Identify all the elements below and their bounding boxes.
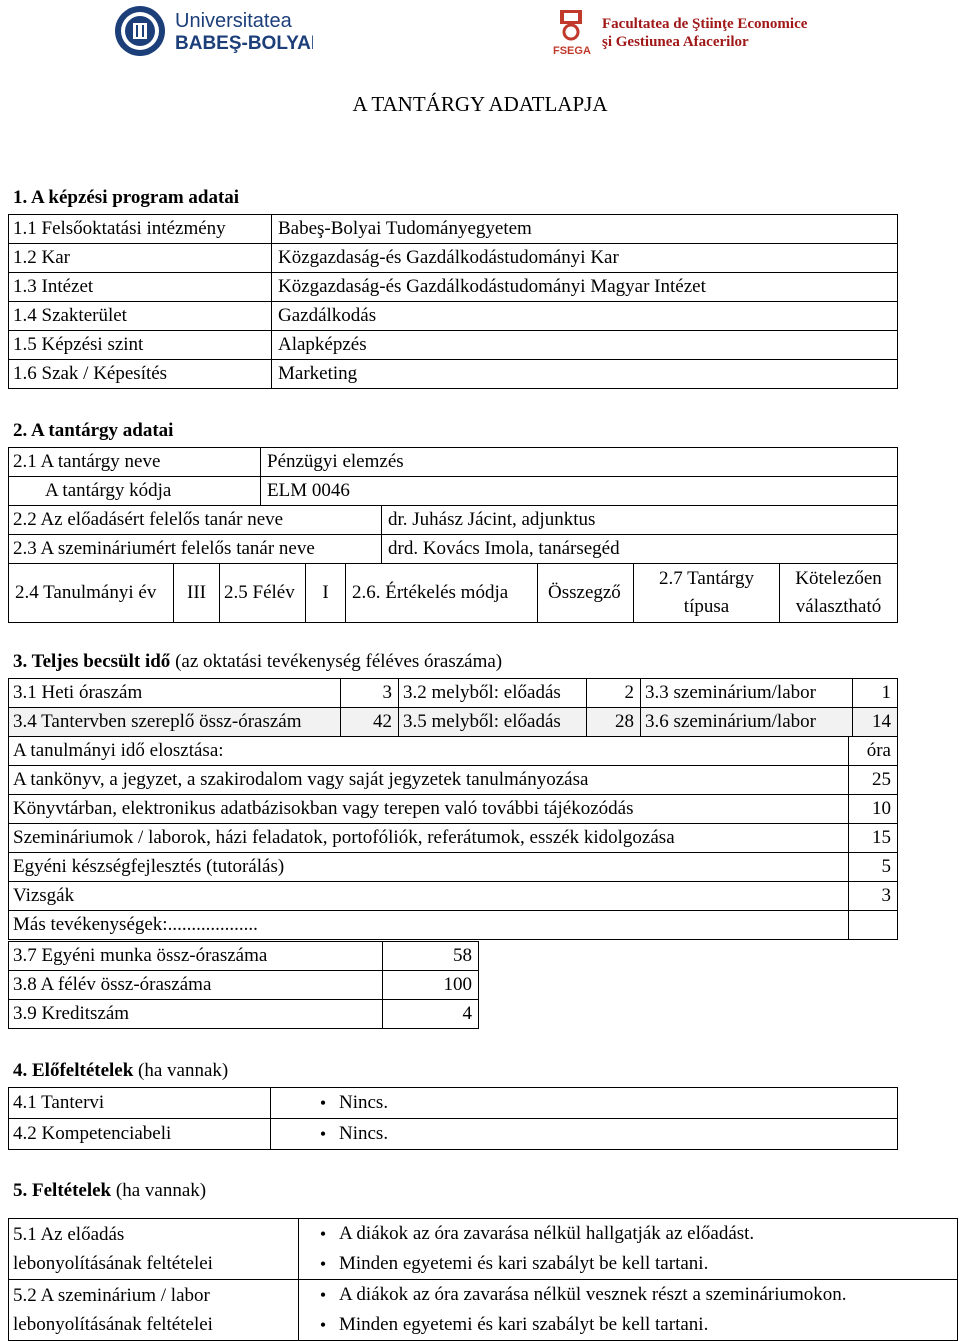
list-item: • Nincs. xyxy=(307,1123,897,1145)
list-item: • A diákok az óra zavarása nélkül vesznek részt a szemináriumokon. xyxy=(307,1280,957,1310)
fsega-abbr: FSEGA xyxy=(553,45,591,57)
fsega-name-line2: şi Gestiunea Afacerilor xyxy=(602,34,749,50)
page-title: A TANTÁRGY ADATLAPJA xyxy=(352,92,608,116)
totals-table xyxy=(8,941,479,1029)
table-row: 1.2 Kar Közgazdaság-és Gazdálkodástudományi Kar xyxy=(9,244,898,273)
table-row: 5.2 A szeminárium / labor lebonyolításának feltételei • A diákok az óra zavarása nélkül vesznek részt a szemináriumokon. • Minden egyetemi és kari szabályt be kell tartani. xyxy=(9,1280,958,1341)
fsega-emblem-icon xyxy=(552,8,812,58)
conditions-table xyxy=(8,1218,958,1341)
table-row: Más tevékenységek:................... xyxy=(9,911,898,940)
time-distribution-table xyxy=(8,736,898,940)
ubb-logo xyxy=(113,3,313,59)
table-row: 4.1 Tantervi • Nincs. xyxy=(9,1088,898,1119)
table-row: 3.4 Tantervben szereplő össz-óraszám 42 3.5 melyből: előadás 28 3.6 szeminárium/labor 14 xyxy=(9,708,898,737)
list-item: • Minden egyetemi és kari szabályt be kell tartani. xyxy=(307,1249,957,1279)
table-row: 1.6 Szak / Képesítés Marketing xyxy=(9,360,898,389)
table-row: 2.4 Tanulmányi év III 2.5 Félév I 2.6. Értékelés módja Összegző 2.7 Tantárgy típusa Kötelezően választható xyxy=(9,564,898,623)
course-data-table xyxy=(8,447,898,564)
list-item: • A diákok az óra zavarása nélkül hallgatják az előadást. xyxy=(307,1219,957,1249)
program-data-table xyxy=(8,214,898,389)
section3-heading: 3. Teljes becsült idő (az oktatási tevékenység féléves óraszáma) xyxy=(13,651,503,672)
ubb-name-line1: Universitatea xyxy=(175,10,292,32)
table-row: 4.2 Kompetenciabeli • Nincs. xyxy=(9,1119,898,1150)
table-row: 3.9 Kreditszám 4 xyxy=(9,1000,479,1029)
table-row: A tankönyv, a jegyzet, a szakirodalom vagy saját jegyzetek tanulmányozása 25 xyxy=(9,766,898,795)
table-row: 3.1 Heti óraszám 3 3.2 melyből: előadás 2 3.3 szeminárium/labor 1 xyxy=(9,679,898,708)
table-row: Könyvtárban, elektronikus adatbázisokban vagy terepen való további tájékozódás 10 xyxy=(9,795,898,824)
fsega-name-line1: Facultatea de Ştiinţe Economice xyxy=(602,16,808,32)
prerequisites-table xyxy=(8,1087,898,1150)
table-row: A tantárgy kódja ELM 0046 xyxy=(9,477,898,506)
list-item: • Minden egyetemi és kari szabályt be kell tartani. xyxy=(307,1310,957,1340)
course-meta-table xyxy=(8,563,898,623)
workload-table xyxy=(8,678,898,737)
table-row: 2.1 A tantárgy neve Pénzügyi elemzés xyxy=(9,448,898,477)
section4-heading: 4. Előfeltételek (ha vannak) xyxy=(13,1060,229,1081)
table-row: 3.7 Egyéni munka össz-óraszáma 58 xyxy=(9,942,479,971)
table-row: 1.3 Intézet Közgazdaság-és Gazdálkodástudományi Magyar Intézet xyxy=(9,273,898,302)
table-row: 1.5 Képzési szint Alapképzés xyxy=(9,331,898,360)
table-row: 1.1 Felsőoktatási intézmény Babeş-Bolyai Tudományegyetem xyxy=(9,215,898,244)
table-row: Egyéni készségfejlesztés (tutorálás) 5 xyxy=(9,853,898,882)
table-row: 2.2 Az előadásért felelős tanár neve dr. Juhász Jácint, adjunktus xyxy=(9,506,898,535)
list-item: • Nincs. xyxy=(307,1092,897,1114)
table-row: Szemináriumok / laborok, házi feladatok, portofóliók, referátumok, esszék kidolgozása 15 xyxy=(9,824,898,853)
section5-heading: 5. Feltételek (ha vannak) xyxy=(13,1180,207,1201)
table-row: 1.4 Szakterület Gazdálkodás xyxy=(9,302,898,331)
table-row: 5.1 Az előadás lebonyolításának feltételei • A diákok az óra zavarása nélkül hallgatják az előadást. • Minden egyetemi és kari szabályt be kell tartani. xyxy=(9,1219,958,1280)
section1-heading: 1. A képzési program adatai xyxy=(13,187,240,208)
section2-heading: 2. A tantárgy adatai xyxy=(13,420,174,441)
table-row: A tanulmányi idő elosztása: óra xyxy=(9,737,898,766)
table-row: Vizsgák 3 xyxy=(9,882,898,911)
ubb-seal-icon xyxy=(113,3,313,59)
table-row: 3.8 A félév össz-óraszáma 100 xyxy=(9,971,479,1000)
fsega-logo xyxy=(552,8,812,58)
ubb-name-line2: BABEŞ-BOLYAI xyxy=(175,33,313,54)
table-row: 2.3 A szemináriumért felelős tanár neve drd. Kovács Imola, tanársegéd xyxy=(9,535,898,564)
